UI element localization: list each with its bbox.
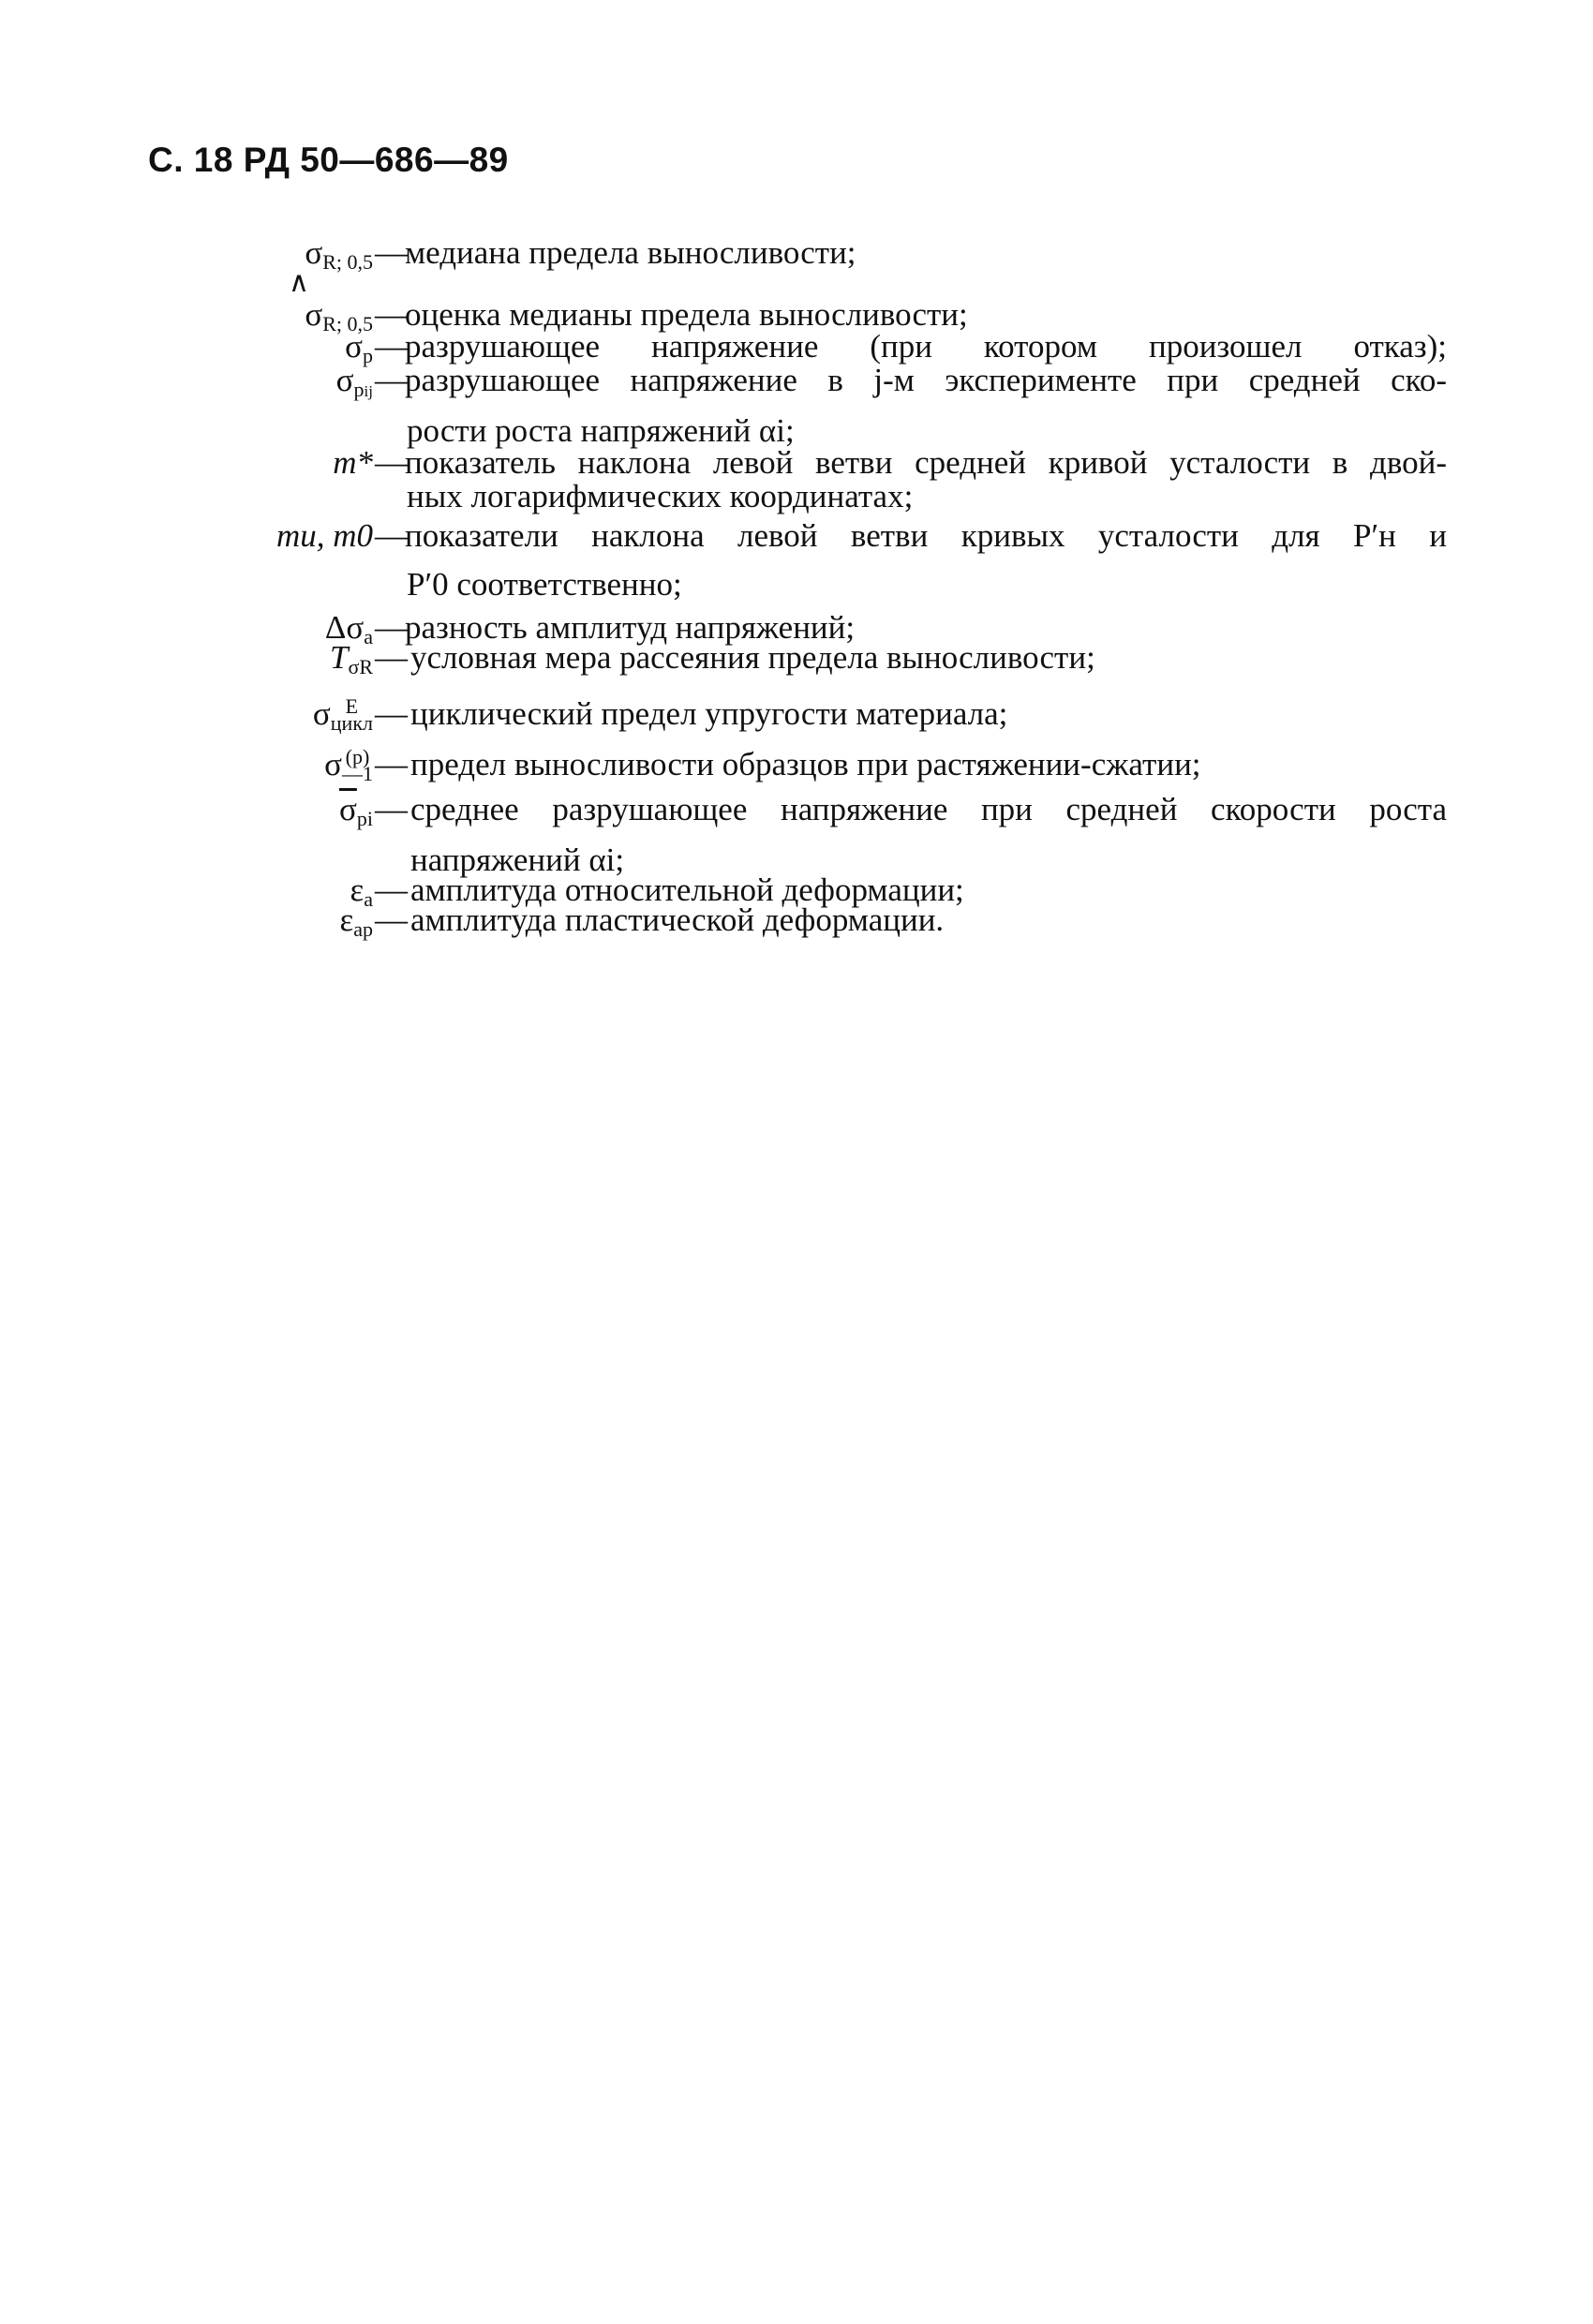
definition-continuation: P′0 соответственно;	[407, 566, 682, 603]
definition-continuation: рости роста напряжений αi;	[407, 412, 795, 449]
definition-text: амплитуда пластической деформации.	[410, 901, 945, 938]
definition-text: условная мера рассеяния предела выносливости;	[410, 639, 1095, 676]
definition-text: разрушающее напряжение (при котором произошел отказ);	[405, 328, 1447, 365]
definition-continuation: ных логарифмических координатах;	[407, 478, 914, 514]
symbol: $\varepsilon_{ap}$	[339, 901, 373, 941]
symbol: σ (p) —1	[324, 745, 373, 785]
symbol: m*	[333, 444, 373, 481]
dash: —	[375, 296, 408, 333]
symbol: $T_{\sigma R}$	[329, 639, 373, 678]
dash: —	[375, 517, 408, 554]
hat-mark: ∧	[289, 267, 309, 298]
definition-text: медиана предела выносливости;	[405, 234, 856, 271]
dash: —	[375, 901, 408, 938]
dash: —	[375, 444, 408, 481]
dash: —	[375, 872, 408, 908]
definition-text: циклический предел упругости материала;	[410, 695, 1008, 732]
dash: —	[375, 791, 408, 827]
definition-continuation: напряжений αi;	[410, 842, 625, 878]
definition-text: амплитуда относительной деформации;	[410, 872, 964, 908]
dash: —	[375, 746, 408, 782]
definition-text: показатели наклона левой ветви кривых усталости для P′н и	[405, 517, 1447, 554]
symbol: $\sigma_{R; 0,5}$	[305, 296, 373, 335]
symbol: $\varepsilon_a$	[350, 872, 373, 911]
definition-text: разность амплитуд напряжений;	[405, 609, 856, 646]
page-header: С. 18 РД 50—686—89	[148, 141, 509, 179]
definition-text: предел выносливости образцов при растяжении-сжатии;	[410, 746, 1201, 782]
dash: —	[375, 234, 408, 271]
definition-text: среднее разрушающее напряжение при средней скорости роста	[410, 791, 1447, 827]
symbol: $\sigma_{pij}$	[335, 362, 373, 401]
symbol: mи, m0	[275, 517, 373, 554]
definition-text: разрушающее напряжение в j-м эксперименте при средней ско-	[405, 362, 1447, 398]
dash: —	[375, 695, 408, 732]
symbol: $\sigma_{R; 0,5}$	[305, 234, 373, 274]
dash: —	[375, 328, 408, 365]
dash: —	[375, 609, 408, 646]
dash: —	[375, 639, 408, 676]
definition-text: показатель наклона левой ветви средней кривой усталости в двой-	[405, 444, 1447, 481]
definition-text: оценка медианы предела выносливости;	[405, 296, 968, 333]
symbol: σ E цикл	[312, 694, 373, 735]
symbol: $\Delta\sigma_a$	[324, 609, 373, 648]
dash: —	[375, 362, 408, 398]
symbol: $\sigma_p$	[345, 328, 373, 367]
symbol: $\overline{\sigma}_{pi}$	[339, 791, 373, 830]
